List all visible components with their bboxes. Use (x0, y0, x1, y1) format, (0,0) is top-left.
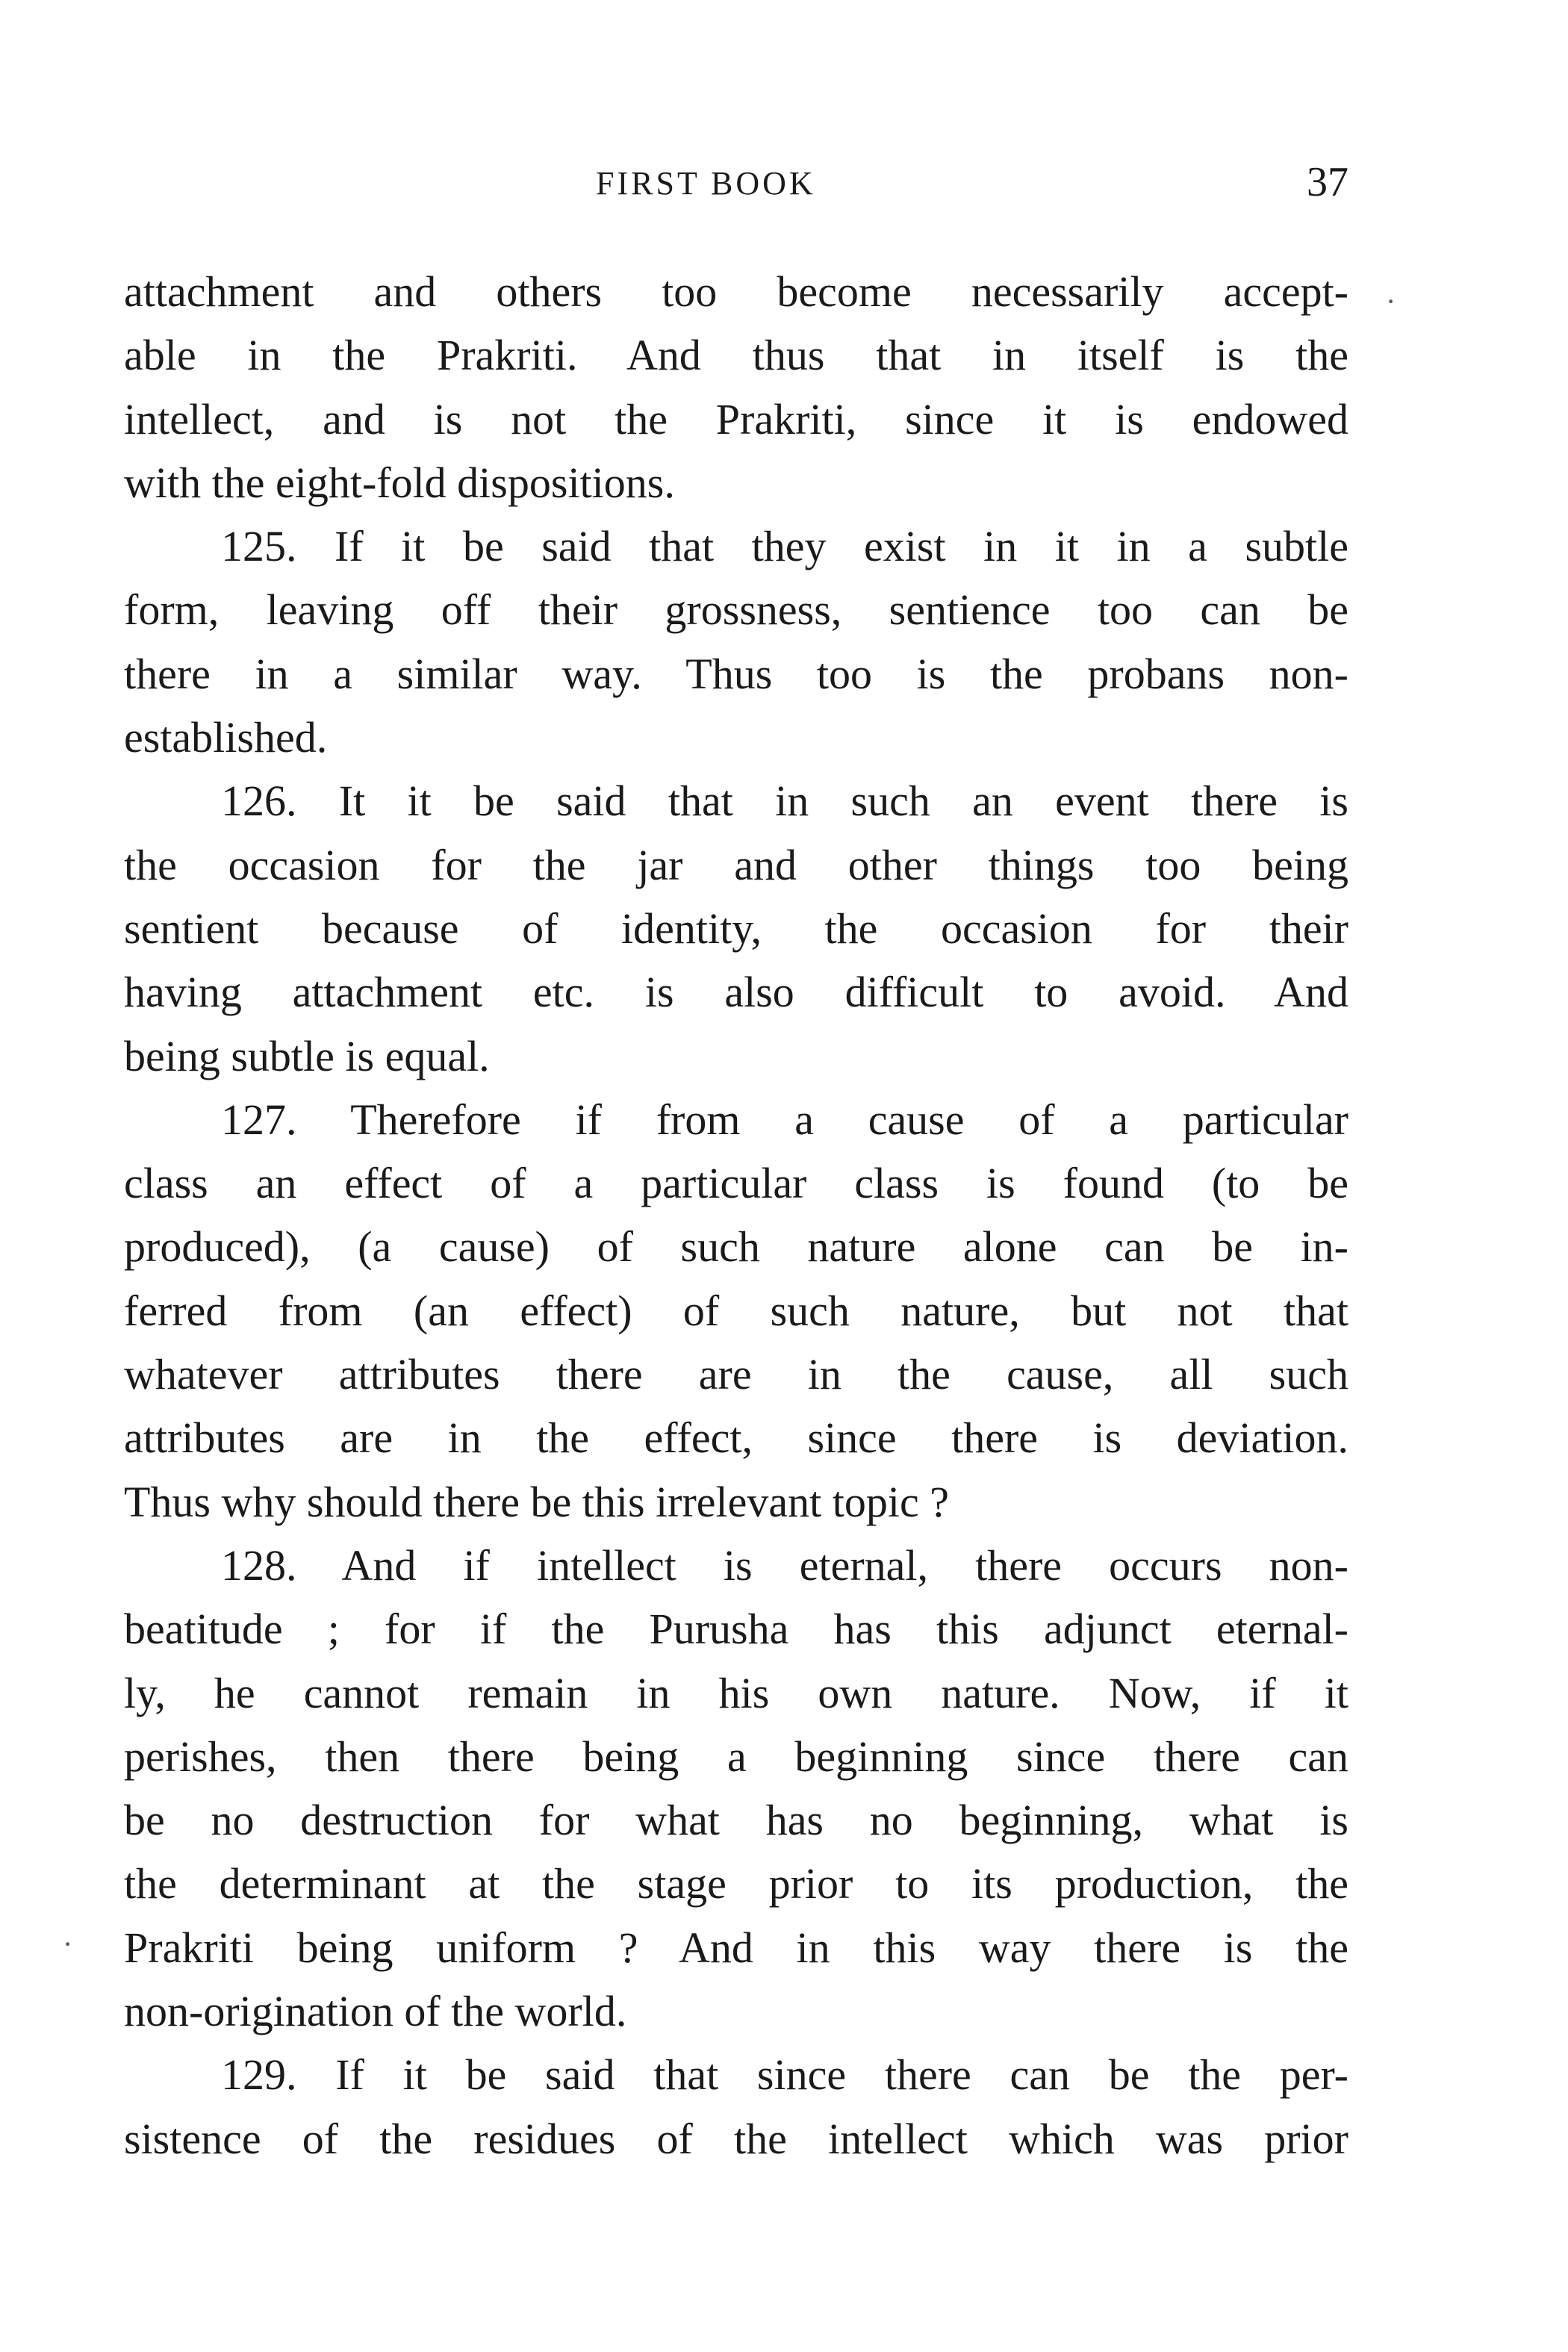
paragraph-126-start: 126. It it be said that in such an event there is (221, 777, 1348, 826)
text-line: having attachment etc. is also difficult to avoid. And (124, 968, 1348, 1017)
text-line: non-origination of the world. (124, 1987, 627, 2036)
text-line: with the eight-fold dispositions. (124, 458, 675, 507)
text-line: perishes, then there being a beginning since there can (124, 1732, 1348, 1781)
text-line: Prakriti being uniform ? And in this way there is the (124, 1923, 1348, 1972)
text-line: established. (124, 713, 328, 762)
paragraph-129-start: 129. If it be said that since there can be the per- (221, 2050, 1348, 2100)
text-line: form, leaving off their grossness, sentience too can be (124, 585, 1348, 635)
text-line: beatitude ; for if the Purusha has this adjunct eternal- (124, 1605, 1348, 1654)
text-line: whatever attributes there are in the cause, all such (124, 1350, 1348, 1399)
text-line: attributes are in the effect, since there is deviation. (124, 1413, 1348, 1463)
text-line: there in a similar way. Thus too is the probans non- (124, 649, 1348, 698)
text-line: the determinant at the stage prior to its production, the (124, 1859, 1348, 1908)
text-line: ferred from (an effect) of such nature, but not that (124, 1286, 1348, 1335)
running-title: FIRST BOOK (596, 165, 816, 202)
print-speck: · (63, 1927, 73, 1961)
text-line: Thus why should there be this irrelevant topic ? (124, 1477, 949, 1526)
text-line: being subtle is equal. (124, 1031, 490, 1080)
text-line: be no destruction for what has no beginning, what is (124, 1796, 1348, 1845)
text-line: able in the Prakriti. And thus that in itself is the (124, 331, 1348, 380)
text-line: sentient because of identity, the occasion for their (124, 903, 1348, 953)
body-text (124, 260, 1348, 2171)
running-head (124, 158, 1348, 211)
text-line: the occasion for the jar and other things too being (124, 840, 1348, 889)
text-line: ly, he cannot remain in his own nature. Now, if it (124, 1668, 1348, 1717)
paragraph-125-start: 125. If it be said that they exist in it in a subtle (221, 522, 1348, 571)
text-line: sistence of the residues of the intellect which was prior (124, 2114, 1348, 2163)
print-speck: · (1386, 284, 1396, 318)
text-line: intellect, and is not the Prakriti, since it is endowed (124, 394, 1348, 444)
page-number: 37 (1307, 159, 1348, 205)
text-line: class an effect of a particular class is found (to be (124, 1159, 1348, 1208)
paragraph-128-start: 128. And if intellect is eternal, there occurs non- (221, 1540, 1348, 1590)
paragraph-127-start: 127. Therefore if from a cause of a particular (221, 1095, 1348, 1144)
text-line: produced), (a cause) of such nature alone can be in- (124, 1222, 1348, 1272)
text-line: attachment and others too become necessarily accept- (124, 267, 1348, 316)
